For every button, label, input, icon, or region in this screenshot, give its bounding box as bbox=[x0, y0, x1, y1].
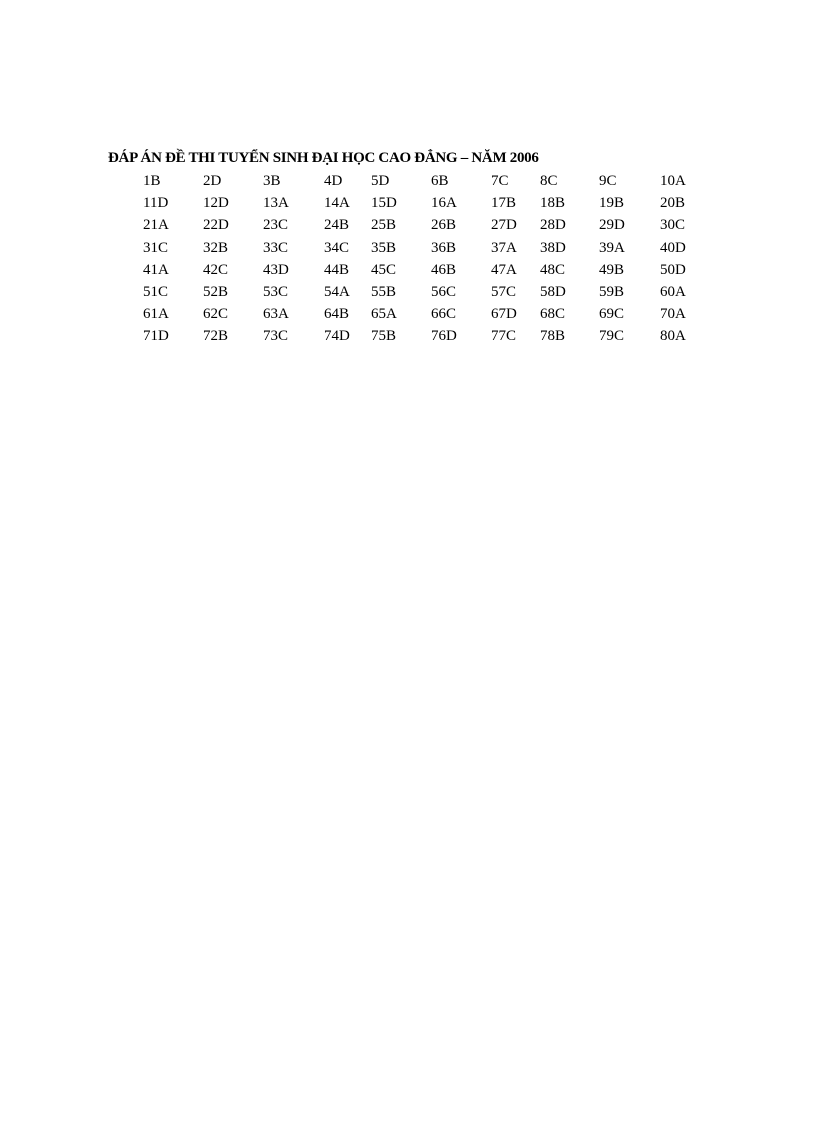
answer-cell: 73C bbox=[263, 328, 289, 345]
answer-cell: 37A bbox=[491, 239, 517, 256]
answer-cell: 40D bbox=[660, 239, 686, 256]
answer-cell: 72B bbox=[203, 328, 229, 345]
answer-cell: 56C bbox=[431, 283, 457, 300]
answer-cell: 12D bbox=[203, 195, 229, 212]
answer-cell: 17B bbox=[491, 195, 517, 212]
answer-cell: 43D bbox=[263, 261, 289, 278]
answer-cell: 78B bbox=[540, 328, 566, 345]
answer-cell: 45C bbox=[371, 261, 397, 278]
answer-cell: 2D bbox=[203, 173, 222, 189]
answer-cell: 39A bbox=[599, 239, 625, 256]
answer-cell: 8C bbox=[540, 173, 558, 189]
answer-cell: 33C bbox=[263, 239, 289, 256]
page-title: ĐÁP ÁN ĐỀ THI TUYỂN SINH ĐẠI HỌC CAO ĐẲNG – NĂM 2006 bbox=[108, 150, 539, 166]
answer-cell: 25B bbox=[371, 217, 397, 234]
answer-cell: 63A bbox=[263, 306, 289, 323]
answer-cell: 16A bbox=[431, 195, 457, 212]
answer-cell: 57C bbox=[491, 283, 517, 300]
answer-cell: 9C bbox=[599, 173, 617, 189]
answer-cell: 23C bbox=[263, 217, 289, 234]
answer-cell: 46B bbox=[431, 261, 457, 278]
answer-cell: 20B bbox=[660, 195, 686, 212]
answer-cell: 74D bbox=[324, 328, 350, 345]
answer-cell: 44B bbox=[324, 261, 350, 278]
answer-cell: 49B bbox=[599, 261, 625, 278]
answer-cell: 65A bbox=[371, 306, 397, 323]
answer-cell: 5D bbox=[371, 173, 390, 189]
answer-cell: 77C bbox=[491, 328, 517, 345]
answer-cell: 27D bbox=[491, 217, 517, 234]
answer-cell: 4D bbox=[324, 173, 343, 189]
answer-cell: 50D bbox=[660, 261, 686, 278]
answer-cell: 42C bbox=[203, 261, 229, 278]
answer-cell: 18B bbox=[540, 195, 566, 212]
answer-cell: 76D bbox=[431, 328, 457, 345]
answer-cell: 36B bbox=[431, 239, 457, 256]
answer-cell: 26B bbox=[431, 217, 457, 234]
answer-cell: 64B bbox=[324, 306, 350, 323]
answer-cell: 21A bbox=[143, 217, 169, 234]
answer-cell: 80A bbox=[660, 328, 686, 345]
answer-cell: 38D bbox=[540, 239, 566, 256]
answer-cell: 28D bbox=[540, 217, 566, 234]
answer-cell: 14A bbox=[324, 195, 350, 212]
answer-cell: 19B bbox=[599, 195, 625, 212]
answer-cell: 61A bbox=[143, 306, 169, 323]
answer-cell: 22D bbox=[203, 217, 229, 234]
answer-cell: 59B bbox=[599, 283, 625, 300]
answer-cell: 35B bbox=[371, 239, 397, 256]
answer-cell: 71D bbox=[143, 328, 169, 345]
answer-cell: 24B bbox=[324, 217, 350, 234]
answer-cell: 7C bbox=[491, 173, 509, 189]
answer-cell: 6B bbox=[431, 173, 449, 189]
answer-cell: 75B bbox=[371, 328, 397, 345]
answer-cell: 53C bbox=[263, 283, 289, 300]
answer-cell: 31C bbox=[143, 239, 169, 256]
answer-cell: 62C bbox=[203, 306, 229, 323]
answer-cell: 70A bbox=[660, 306, 686, 323]
answer-cell: 13A bbox=[263, 195, 289, 212]
answer-cell: 41A bbox=[143, 261, 169, 278]
answer-cell: 55B bbox=[371, 283, 397, 300]
answer-cell: 1B bbox=[143, 173, 161, 189]
answer-cell: 34C bbox=[324, 239, 350, 256]
answer-cell: 48C bbox=[540, 261, 566, 278]
answer-cell: 68C bbox=[540, 306, 566, 323]
answer-cell: 66C bbox=[431, 306, 457, 323]
answer-cell: 51C bbox=[143, 283, 169, 300]
answer-cell: 10A bbox=[660, 173, 686, 189]
answer-cell: 79C bbox=[599, 328, 625, 345]
answer-cell: 3B bbox=[263, 173, 281, 189]
answer-cell: 30C bbox=[660, 217, 686, 234]
answer-cell: 58D bbox=[540, 283, 566, 300]
answer-cell: 47A bbox=[491, 261, 517, 278]
answer-cell: 69C bbox=[599, 306, 625, 323]
answer-cell: 15D bbox=[371, 195, 397, 212]
answer-cell: 52B bbox=[203, 283, 229, 300]
answer-cell: 54A bbox=[324, 283, 350, 300]
answer-cell: 11D bbox=[143, 195, 169, 212]
answer-cell: 67D bbox=[491, 306, 517, 323]
answer-cell: 32B bbox=[203, 239, 229, 256]
answer-cell: 60A bbox=[660, 283, 686, 300]
answer-cell: 29D bbox=[599, 217, 625, 234]
